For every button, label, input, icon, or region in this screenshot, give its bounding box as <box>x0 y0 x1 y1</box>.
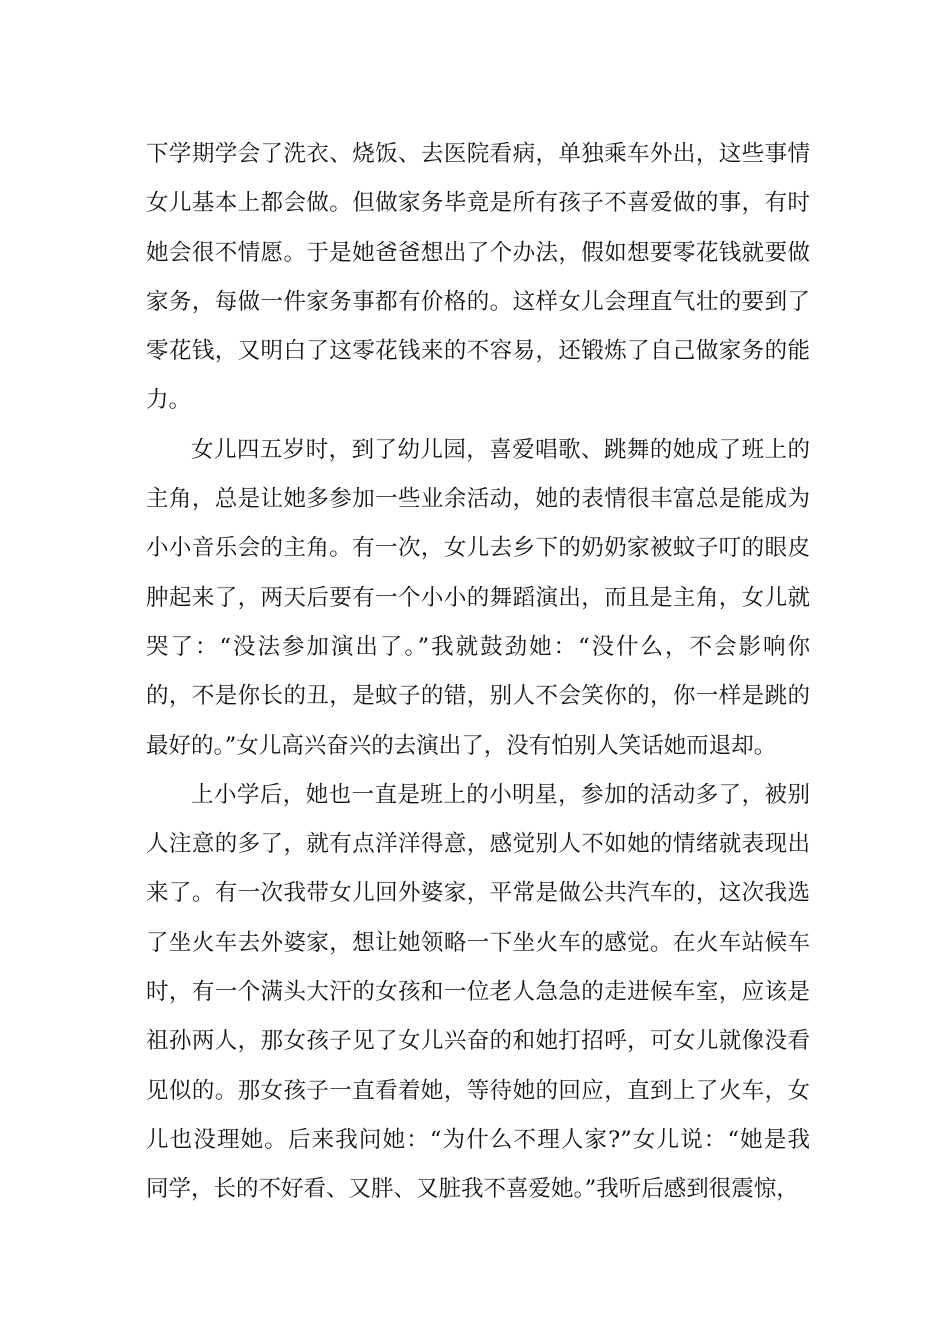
document-body <box>146 130 810 1215</box>
text-line: 家务，每做一件家务事都有价格的。这样女儿会理直气壮的要到了 <box>146 288 810 315</box>
text-line: 同学，长的不好看、又胖、又脏我不喜爱她。”我听后感到很震惊， <box>146 1176 799 1203</box>
text-line: 主角，总是让她多参加一些业余活动，她的表情很丰富总是能成为 <box>146 486 810 513</box>
text-line: 人注意的多了，就有点洋洋得意，感觉别人不如她的情绪就表现出 <box>146 831 810 858</box>
text-line: 了坐火车去外婆家，想让她领略一下坐火车的感觉。在火车站候车 <box>146 929 810 956</box>
text-line: 女儿基本上都会做。但做家务毕竟是所有孩子不喜爱做的事，有时 <box>146 190 810 217</box>
text-line: 下学期学会了洗衣、烧饭、去医院看病，单独乘车外出，这些事情 <box>146 141 810 167</box>
paragraph-1 <box>146 130 810 426</box>
text-line: 来了。有一次我带女儿回外婆家，平常是做公共汽车的，这次我选 <box>146 880 810 907</box>
text-line: 祖孙两人，那女孩子见了女儿兴奋的和她打招呼，可女儿就像没看 <box>146 1028 810 1055</box>
text-line: 时，有一个满头大汗的女孩和一位老人急急的走进候车室，应该是 <box>146 979 810 1006</box>
text-line: 力。 <box>146 387 192 414</box>
paragraph-2 <box>146 426 810 771</box>
text-line: 最好的。”女儿高兴奋兴的去演出了，没有怕别人笑话她而退却。 <box>146 732 777 759</box>
text-line: 肿起来了，两天后要有一个小小的舞蹈演出，而且是主角，女儿就 <box>146 584 810 611</box>
text-line: 的，不是你长的丑，是蚊子的错，别人不会笑你的，你一样是跳的 <box>146 683 810 710</box>
text-line: 她会很不情愿。于是她爸爸想出了个办法，假如想要零花钱就要做 <box>146 239 810 266</box>
text-line: 女儿四五岁时，到了幼儿园，喜爱唱歌、跳舞的她成了班上的 <box>191 436 810 463</box>
text-line: 见似的。那女孩子一直看着她，等待她的回应，直到上了火车，女 <box>146 1077 810 1104</box>
text-line: 儿也没理她。后来我问她：“为什么不理人家?”女儿说：“她是我 <box>146 1126 810 1153</box>
text-line: 上小学后，她也一直是班上的小明星，参加的活动多了，被别 <box>191 781 810 808</box>
text-line: 零花钱，又明白了这零花钱来的不容易，还锻炼了自己做家务的能 <box>146 338 810 365</box>
text-line: 哭了：“没法参加演出了。”我就鼓劲她：“没什么，不会影响你 <box>146 633 810 660</box>
text-line: 小小音乐会的主角。有一次，女儿去乡下的奶奶家被蚊子叮的眼皮 <box>146 535 810 562</box>
paragraph-3 <box>146 771 810 1215</box>
